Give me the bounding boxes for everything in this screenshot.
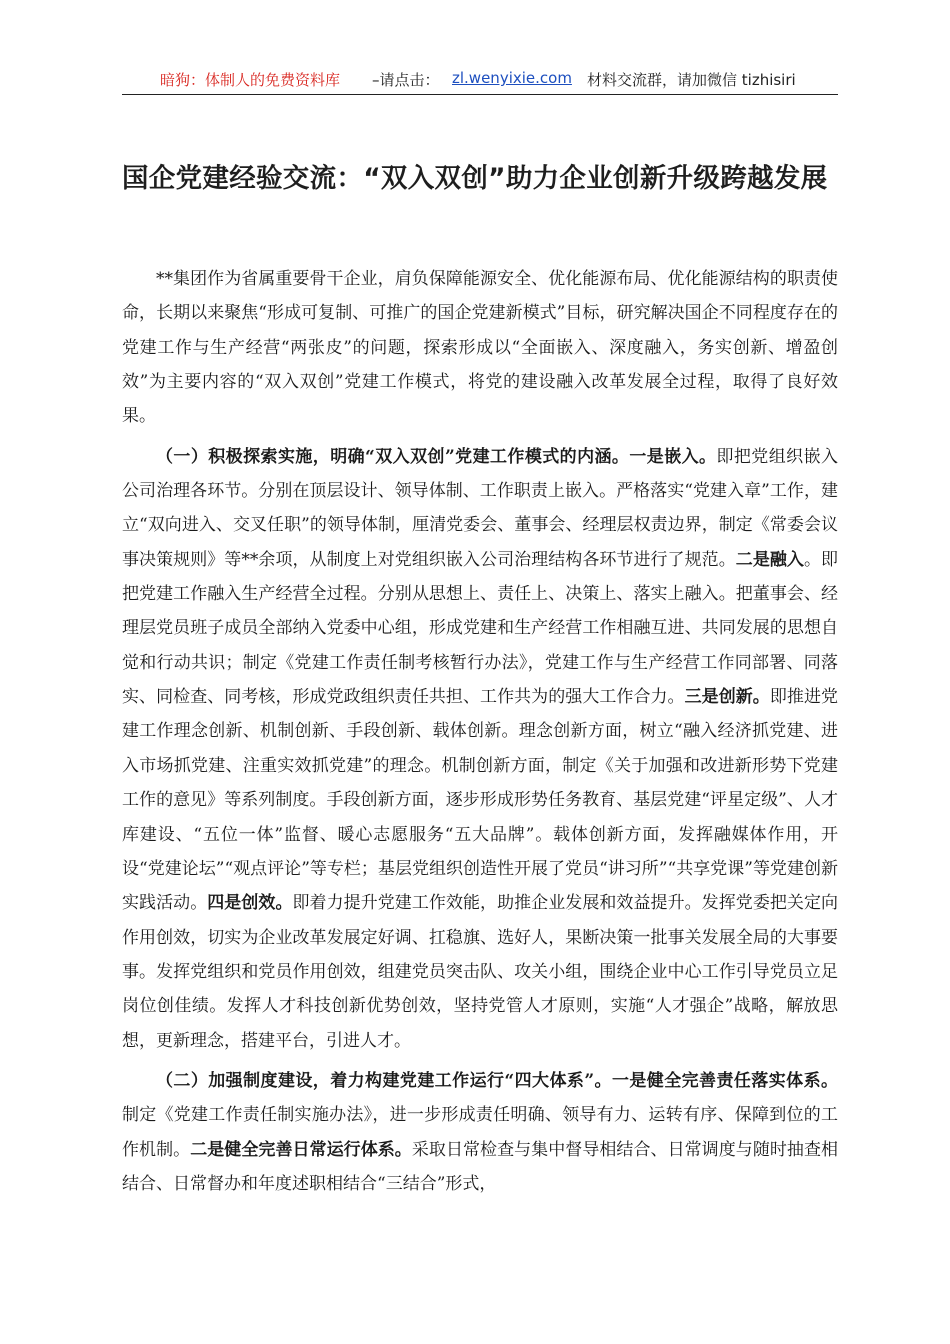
keyword-integrate: 二是融入 bbox=[735, 549, 804, 570]
keyword-embed: 一是嵌入。 bbox=[629, 446, 717, 467]
page-header bbox=[122, 66, 838, 95]
paragraph-section-2 bbox=[122, 1064, 838, 1201]
text-responsibility-system: 制定《党建工作责任制实施办法》，进一步形成责任明确、领导有力、运转有序、保障到位的工作机制。 bbox=[122, 1105, 838, 1160]
header-wechat: 材料交流群，请加微信 tizhisiri bbox=[587, 71, 796, 89]
text-daily-operation-system: 采取日常检查与集中督导相结合、日常调度与随时抽查相结合、日常督办和年度述职相结合“三结合”形式， bbox=[122, 1139, 839, 1194]
keyword-daily-operation-system: 二是健全完善日常运行体系。 bbox=[190, 1139, 412, 1160]
section-1-heading: （一）积极探索实施，明确“双入双创”党建工作模式的内涵。 bbox=[156, 446, 630, 467]
keyword-create-value: 四是创效。 bbox=[207, 893, 293, 914]
article-body bbox=[122, 262, 838, 1207]
page-title: 国企党建经验交流：“双入双创”助力企业创新升级跨越发展 bbox=[122, 163, 828, 194]
keyword-innovate: 三是创新。 bbox=[684, 687, 770, 708]
text-create-value: 即着力提升党建工作效能，助推企业发展和效益提升。发挥党委把关定向作用创效，切实为企业改革发展定好调、扛稳旗、选好人，果断决策一批事关发展全局的大事要事。发挥党组织和党员作用创效，组建党员突击队、攻关小组，围绕企业中心工作引导党员立足岗位创佳绩。发挥人才科技创新优势创效，坚持党管人才原则，实施“人才强企”战略，解放思想，更新理念，搭建平台，引进人才。 bbox=[122, 893, 839, 1051]
header-click-text: –请点击： bbox=[372, 71, 440, 89]
header-promo: 暗狗：体制人的免费资料库 bbox=[160, 71, 341, 89]
header-link[interactable]: zl.wenyixie.com bbox=[452, 69, 572, 87]
paragraph-intro: **集团作为省属重要骨干企业，肩负保障能源安全、优化能源布局、优化能源结构的职责使命，长期以来聚焦“形成可复制、可推广的国企党建新模式”目标，研究解决国企不同程度存在的党建工作与生产经营“两张皮”的问题，探索形成以“全面嵌入、深度融入，务实创新、增盈创效”为主要内容的“双入双创”党建工作模式，将党的建设融入改革发展全过程，取得了良好效果。 bbox=[122, 269, 838, 427]
keyword-responsibility-system: 一是健全完善责任落实体系。 bbox=[611, 1070, 838, 1091]
paragraph-section-1 bbox=[122, 440, 838, 1058]
text-embed: 即把党组织嵌入公司治理各环节。分别在顶层设计、领导体制、工作职责上嵌入。严格落实“党建入章”工作，建立“双向进入、交叉任职”的领导体制，厘清党委会、董事会、经理层权责边界，制定《常委会议事决策规则》等**余项，从制度上对党组织嵌入公司治理结构各环节进行了规范。 bbox=[122, 446, 838, 570]
text-innovate: 即推进党建工作理念创新、机制创新、手段创新、载体创新。理念创新方面，树立“融入经济抓党建、进入市场抓党建、注重实效抓党建”的理念。机制创新方面，制定《关于加强和改进新形势下党建工作的意见》等系列制度。手段创新方面，逐步形成形势任务教育、基层党建“评星定级”、人才库建设、“五位一体”监督、暖心志愿服务“五大品牌”。载体创新方面，发挥融媒体作用，开设“党建论坛”“观点评论”等专栏；基层党组织创造性开展了党员“讲习所”“共享党课”等党建创新实践活动。 bbox=[122, 687, 839, 914]
section-2-heading: （二）加强制度建设，着力构建党建工作运行“四大体系”。 bbox=[156, 1070, 612, 1091]
text-integrate: 。即把党建工作融入生产经营全过程。分别从思想上、责任上、决策上、落实上融入。把董事会、经理层党员班子成员全部纳入党委中心组，形成党建和生产经营工作相融互进、共同发展的思想自觉和行动共识；制定《党建工作责任制考核暂行办法》，党建工作与生产经营工作同部署、同落实、同检查、同考核，形成党政组织责任共担、工作共为的强大工作合力。 bbox=[122, 549, 839, 708]
